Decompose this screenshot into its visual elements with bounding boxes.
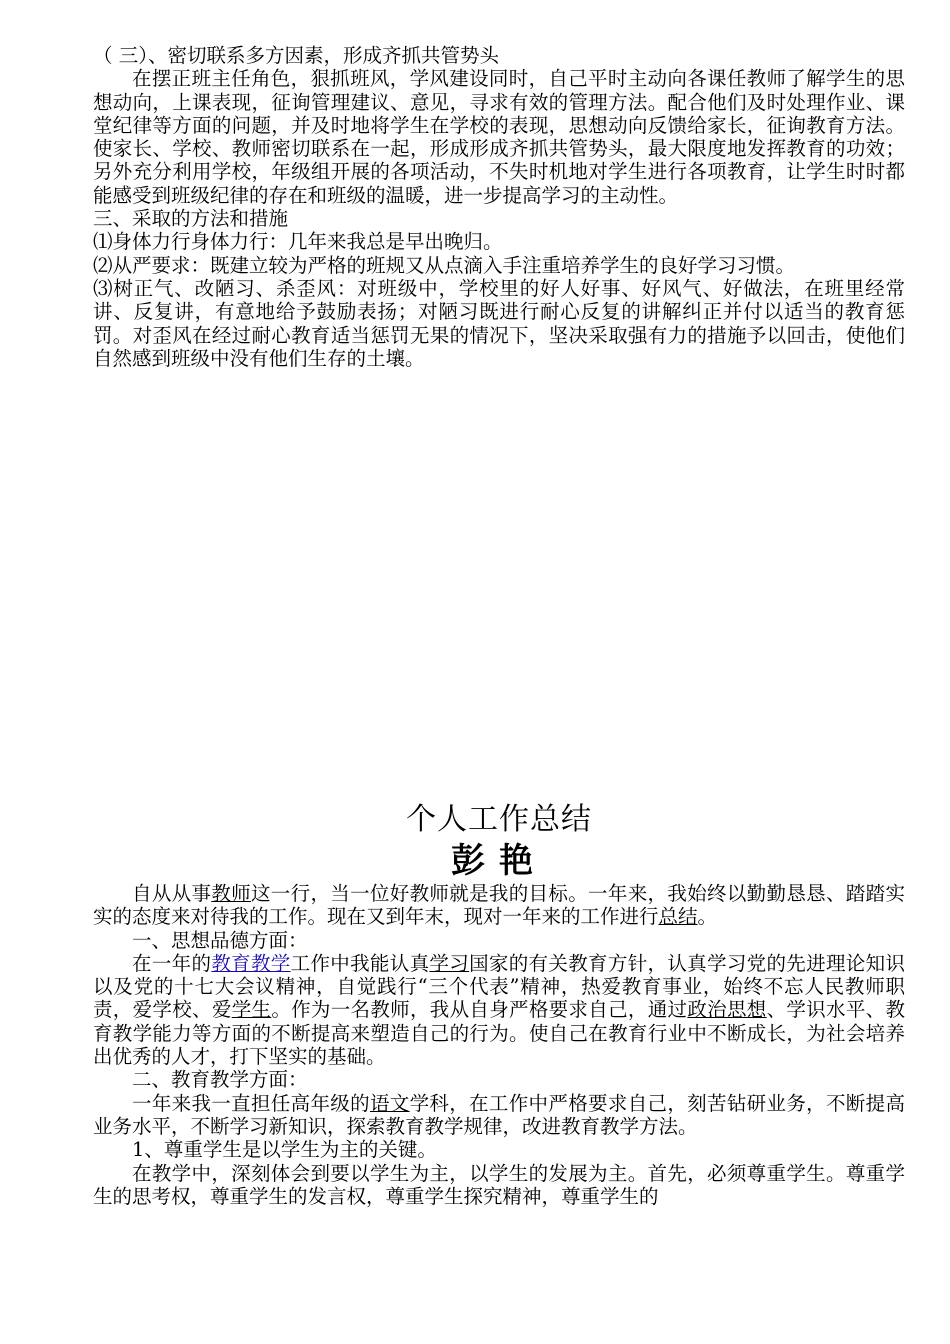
moral-text-e: 、学识水平、教育教学能力等方面的不断提高来塑造自己的行为。使自己在教育行业中不断成长，为社会培养出优秀的人才，打下坚实的基础。 [93, 998, 905, 1069]
teaching-text-a: 一年来我一直担任高年级的 [132, 1091, 370, 1115]
section-heading-3: （ 三）、密切联系多方因素，形成齐抓共管势头 [93, 44, 499, 67]
moral-text-b: 工作中我能认真 [290, 951, 430, 975]
previous-page-section [93, 44, 905, 370]
method-item-2: ⑵从严要求：既建立较为严格的班规又从点滴入手注重培养学生的良好学习习惯。 [93, 253, 796, 277]
intro-paragraph [93, 882, 905, 929]
respect-paragraph: 在教学中，深刻体会到要以学生为主，以学生的发展为主。首先，必须尊重学生。尊重学生的思考权，尊重学生的发言权，尊重学生探究精神，尊重学生的 [93, 1161, 905, 1208]
moral-text-a: 在一年的 [132, 951, 212, 975]
moral-text-d: 。作为一名教师，我从自身严格要求自己，通过 [271, 998, 688, 1022]
link-chinese[interactable]: 语文 [369, 1091, 410, 1115]
heading-teaching: 二、教育教学方面： [132, 1068, 308, 1092]
moral-paragraph [93, 952, 905, 1068]
link-political-thought[interactable]: 政治思想 [687, 998, 767, 1022]
paragraph-cooperation: 在摆正班主任角色，狠抓班风，学风建设同时，自己平时主动向各课任教师了解学生的思想动向，上课表现，征询管理建议、意见，寻求有效的管理方法。配合他们及时处理作业、课堂纪律等方面的问题，并及时地将学生在学校的表现，思想动向反馈给家长，征询教育方法。使家长、学校、教师密切联系在一起，形成形成齐抓共管势头，最大限度地发挥教育的功效；另外充分利用学校，年级组开展的各项活动，不失时机地对学生进行各项教育，让学生时时都能感受到班级纪律的存在和班级的温暖，进一步提高学习的主动性。 [93, 67, 905, 207]
method-item-3: ⑶树正气、改陋习、杀歪风：对班级中，学校里的好人好事、好风气、好做法，在班里经常讲、反复讲，有意地给予鼓励表扬；对陋习既进行耐心反复的讲解纠正并付以适当的教育惩罚。对歪风在经过耐心教育适当惩罚无果的情况下，坚决采取强有力的措施予以回击，使他们自然感到班级中没有他们生存的土壤。 [93, 276, 905, 370]
document-title: 个人工作总结 [406, 802, 592, 837]
moral-text-c: 国家的有关教育方针，认真学习党的先进理论知识以及党的十七大会议精神，自觉践行“三个代表”精神，热爱教育事业，始终不忘人民教师职责，爱学校、爱 [93, 951, 905, 1022]
link-student[interactable]: 学生 [231, 998, 272, 1022]
teaching-text-b: 学科，在工作中严格要求自己，刻苦钻研业务，不断提高业务水平，不断学习新知识，探索教育教学规律，改进教育教学方法。 [93, 1091, 905, 1138]
heading-moral: 一、思想品德方面： [132, 928, 308, 952]
teaching-paragraph [93, 1092, 905, 1139]
link-teacher[interactable]: 教师 [211, 882, 251, 905]
intro-text-a: 自从从事 [132, 882, 212, 905]
method-item-1: ⑴身体力行身体力行：几年来我总是早出晚归。 [93, 230, 503, 254]
work-summary-section [93, 800, 905, 1208]
link-education-teaching[interactable]: 教育教学 [211, 951, 291, 975]
link-study[interactable]: 学习 [429, 951, 470, 975]
section-heading-methods: 三、采取的方法和措施 [93, 207, 289, 231]
heading-respect: 1、尊重学生是以学生为主的关键。 [132, 1138, 437, 1162]
intro-text-c: 。 [697, 905, 718, 929]
link-summary[interactable]: 总结 [658, 905, 698, 929]
author-name: 彭艳 [451, 841, 547, 881]
intro-text-b: 这一行，当一位好教师就是我的目标。一年来，我始终以勤勤恳恳、踏踏实实的态度来对待我的工作。现在又到年末，现对一年来的工作进行 [93, 882, 905, 929]
